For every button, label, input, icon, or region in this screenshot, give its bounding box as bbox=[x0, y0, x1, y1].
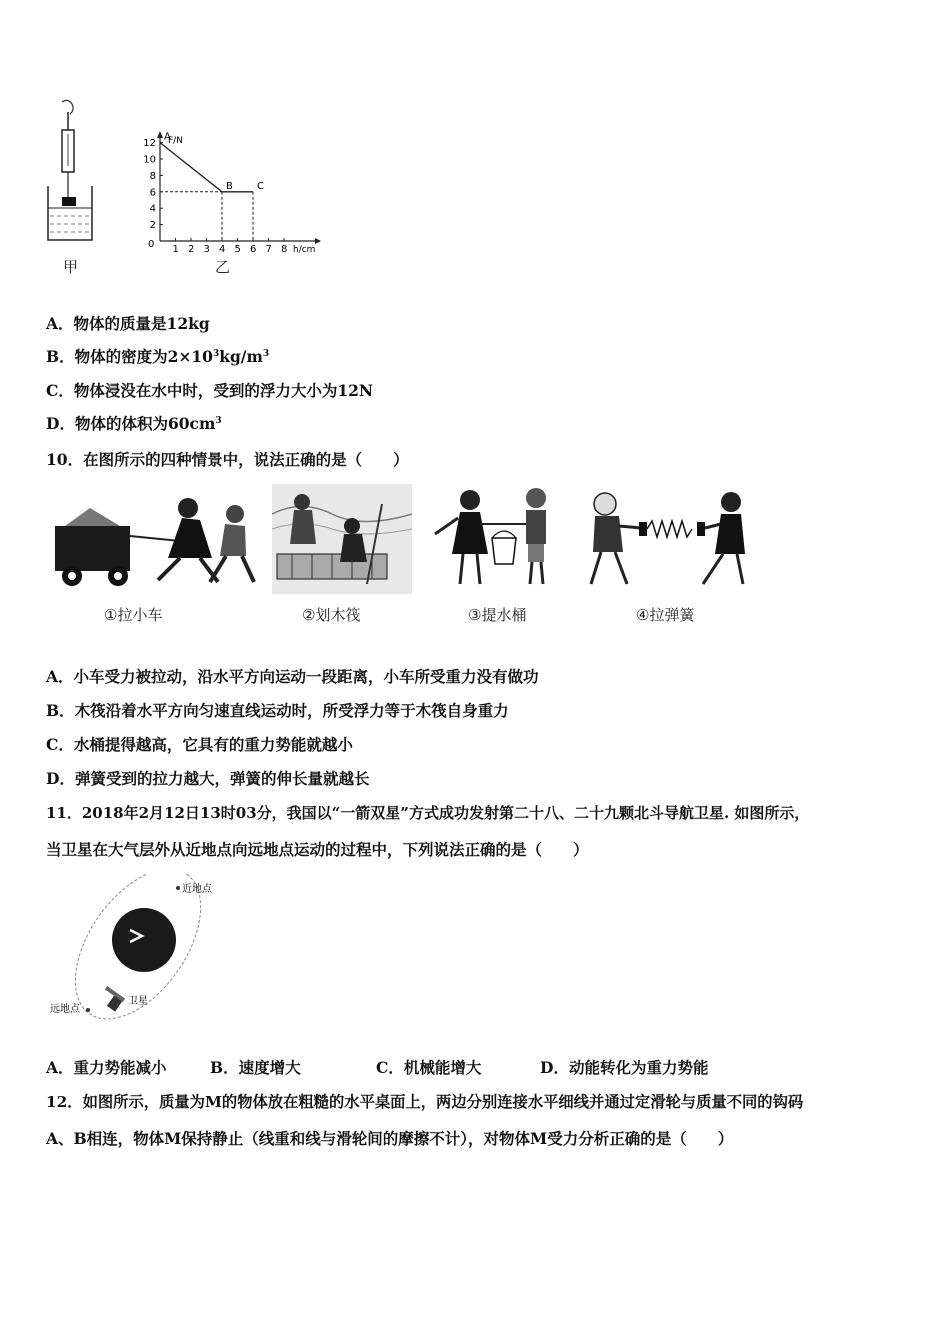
q9-option-d: D．物体的体积为$60cm^3$ bbox=[46, 414, 222, 433]
x-tick-label: 2 bbox=[188, 244, 195, 255]
q11-stem-line2: 当卫星在大气层外从近地点向远地点运动的过程中，下列说法正确的是（ ） bbox=[46, 840, 589, 859]
point-label-b: B bbox=[226, 180, 233, 192]
q12-stem-line2: A、B相连，物体M保持静止（线重和线与滑轮间的摩擦不计），对物体M受力分析正确的是（ ） bbox=[46, 1129, 734, 1148]
y-tick-label: 10 bbox=[143, 154, 156, 166]
q10-option-b: B．木筏沿着水平方向匀速直线运动时，所受浮力等于木筏自身重力 bbox=[46, 701, 509, 720]
q11-options bbox=[46, 1056, 708, 1078]
x-tick-label: 7 bbox=[265, 244, 272, 255]
y-tick-label: 12 bbox=[143, 138, 156, 150]
figure-label-jia: 甲 bbox=[63, 258, 79, 276]
q11-option-b: B．速度增大 bbox=[210, 1058, 301, 1077]
caption-pull-cart: ①拉小车 bbox=[104, 606, 163, 624]
point-label-c: C bbox=[257, 180, 264, 192]
satellite-icon bbox=[105, 986, 125, 1012]
q10-stem: 10．在图所示的四种情景中，说法正确的是（ ） bbox=[46, 450, 409, 469]
y-tick-label: 8 bbox=[149, 170, 156, 182]
spring-scale-beaker-figure bbox=[40, 98, 100, 248]
q10-option-a: A．小车受力被拉动，沿水平方向运动一段距离，小车所受重力没有做功 bbox=[46, 667, 539, 686]
q11-option-c: C．机械能增大 bbox=[376, 1058, 482, 1077]
origin-label: 0 bbox=[148, 239, 155, 250]
caption-raft: ②划木筏 bbox=[302, 606, 361, 624]
q10-option-c: C．水桶提得越高，它具有的重力势能就越小 bbox=[46, 735, 353, 754]
q11-option-a: A．重力势能减小 bbox=[46, 1058, 167, 1077]
y-tick-label: 6 bbox=[149, 187, 156, 199]
q11-option-d: D．动能转化为重力势能 bbox=[540, 1058, 709, 1077]
q9-option-c: C．物体浸没在水中时，受到的浮力大小为12N bbox=[46, 381, 374, 400]
figure-label-yi: 乙 bbox=[215, 258, 231, 276]
satellite-orbit-figure bbox=[48, 874, 228, 1024]
x-tick-label: 8 bbox=[281, 244, 288, 255]
label-satellite: 卫星 bbox=[128, 996, 148, 1007]
q9-option-b: B．物体的密度为$2\times 10^3kg/m^3$ bbox=[46, 347, 270, 366]
q9-option-a: A．物体的质量是12kg bbox=[46, 314, 210, 333]
q11-stem-line1: 11．2018年2月12日13时03分，我国以“一箭双星”方式成功发射第二十八、二十九颗北斗导航卫星. 如图所示， bbox=[46, 804, 810, 822]
x-axis-label: h/cm bbox=[293, 245, 316, 255]
label-near-point: 近地点 bbox=[182, 884, 212, 895]
force-line bbox=[160, 143, 253, 192]
caption-bucket: ③提水桶 bbox=[468, 606, 527, 624]
x-tick-label: 6 bbox=[250, 244, 257, 255]
force-depth-graph bbox=[135, 128, 325, 258]
scene-pull-cart-illustration bbox=[50, 486, 260, 591]
scene-spring-illustration bbox=[583, 484, 748, 589]
x-tick-label: 5 bbox=[234, 244, 241, 255]
y-tick-label: 4 bbox=[149, 203, 156, 215]
caption-spring: ④拉弹簧 bbox=[636, 606, 695, 624]
scene-bucket-illustration bbox=[430, 484, 570, 589]
point-label-a: A bbox=[164, 131, 171, 143]
label-far-point: 远地点 bbox=[50, 1004, 80, 1015]
scene-raft-illustration bbox=[272, 484, 412, 594]
y-axis-label: F/N bbox=[168, 136, 183, 146]
x-tick-label: 3 bbox=[203, 244, 210, 255]
q10-option-d: D．弹簧受到的拉力越大，弹簧的伸长量就越长 bbox=[46, 769, 370, 788]
y-tick-label: 2 bbox=[149, 220, 156, 232]
x-tick-label: 4 bbox=[219, 244, 226, 255]
q12-stem-line1: 12．如图所示，质量为M的物体放在粗糙的水平桌面上，两边分别连接水平细线并通过定滑轮与质量不同的钩码 bbox=[46, 1093, 804, 1111]
x-tick-label: 1 bbox=[172, 244, 179, 255]
earth-icon bbox=[112, 908, 176, 972]
